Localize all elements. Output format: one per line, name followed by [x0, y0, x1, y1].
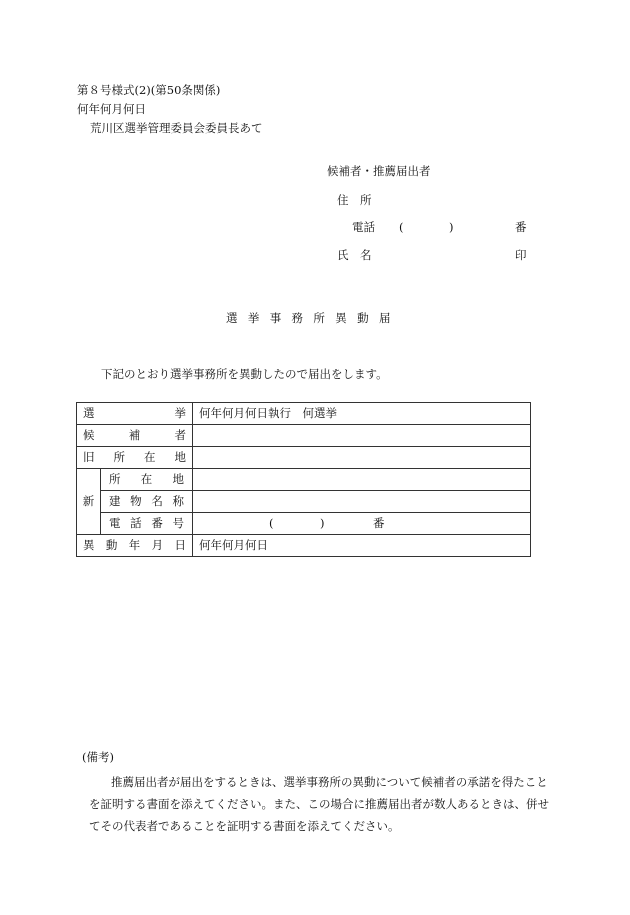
new-location-label-c: 地	[172, 471, 184, 486]
phone-open-paren: (	[269, 516, 274, 530]
building-value[interactable]	[193, 491, 531, 513]
document-title: 選挙事務所異動届	[226, 311, 401, 325]
table-row	[77, 425, 531, 447]
old-location-label-c: 在	[144, 449, 156, 464]
new-label: 新	[77, 469, 101, 535]
tel-suffix: 番	[515, 220, 527, 234]
form-number: 第８号様式(2)(第50条関係)	[77, 83, 221, 97]
phone-value[interactable]	[193, 513, 531, 535]
remarks-text: 推薦届出者が届出をするときは、選挙事務所の異動について候補者の承諾を得たことを証明する書面を添えてください。また、この場合に推薦届出者が数人あるときは、併せてその代表者であることを証明する書面を添えてください。	[89, 775, 549, 833]
table-row	[77, 491, 531, 513]
seal-mark: 印	[515, 248, 527, 262]
old-location-label-a: 旧	[83, 449, 95, 464]
old-location-label-d: 地	[174, 449, 186, 464]
election-label-b: 挙	[174, 405, 186, 420]
table-row	[77, 403, 531, 425]
intro-text: 下記のとおり選挙事務所を異動したので届出をします。	[101, 367, 388, 381]
change-date-label-b: 動	[105, 537, 118, 552]
building-label-a: 建	[109, 493, 121, 508]
new-location-label-a: 所	[109, 471, 121, 486]
candidate-label-a: 候	[83, 427, 95, 442]
address-label: 住 所	[337, 193, 372, 207]
building-label-b: 物	[130, 493, 142, 508]
phone-label-cell	[101, 513, 193, 535]
change-date-label-e: 日	[174, 537, 186, 552]
building-label-c: 名	[151, 493, 163, 508]
old-location-label-b: 所	[113, 449, 125, 464]
phone-close-paren: )	[320, 516, 325, 530]
form-table	[76, 402, 531, 557]
phone-label-a: 電	[109, 515, 121, 530]
new-location-label-b: 在	[140, 471, 153, 486]
old-location-label-cell	[77, 447, 193, 469]
election-label-cell	[77, 403, 193, 425]
change-date-label-d: 月	[151, 537, 164, 552]
new-location-value[interactable]	[193, 469, 531, 491]
change-date-label-c: 年	[128, 537, 141, 552]
tel-close-paren: )	[449, 220, 454, 234]
table-row	[77, 447, 531, 469]
election-value: 何年何月何日執行 何選挙	[193, 403, 531, 425]
remarks-heading: (備考)	[82, 750, 114, 764]
tel-open-paren: (	[399, 220, 404, 234]
change-date-label-a: 異	[83, 537, 95, 552]
table-row	[77, 535, 531, 557]
name-label: 氏 名	[337, 248, 372, 262]
applicant-role: 候補者・推薦届出者	[327, 164, 431, 178]
change-date-label-cell	[77, 535, 193, 557]
candidate-value[interactable]	[193, 425, 531, 447]
old-location-value[interactable]	[193, 447, 531, 469]
candidate-label-b: 補	[128, 427, 141, 442]
candidate-label-cell	[77, 425, 193, 447]
phone-label-b: 話	[130, 515, 142, 530]
candidate-label-c: 者	[174, 427, 186, 442]
new-location-label-cell	[101, 469, 193, 491]
election-label-a: 選	[83, 405, 95, 420]
table-row	[77, 469, 531, 491]
phone-suffix: 番	[373, 516, 385, 530]
change-date-value: 何年何月何日	[193, 535, 531, 557]
addressee: 荒川区選挙管理委員会委員長あて	[90, 121, 263, 135]
building-label-d: 称	[172, 493, 184, 508]
submission-date: 何年何月何日	[77, 102, 146, 116]
table-row	[77, 513, 531, 535]
phone-label-d: 号	[172, 515, 184, 530]
building-label-cell	[101, 491, 193, 513]
tel-label: 電話	[352, 220, 375, 234]
phone-label-c: 番	[151, 515, 163, 530]
